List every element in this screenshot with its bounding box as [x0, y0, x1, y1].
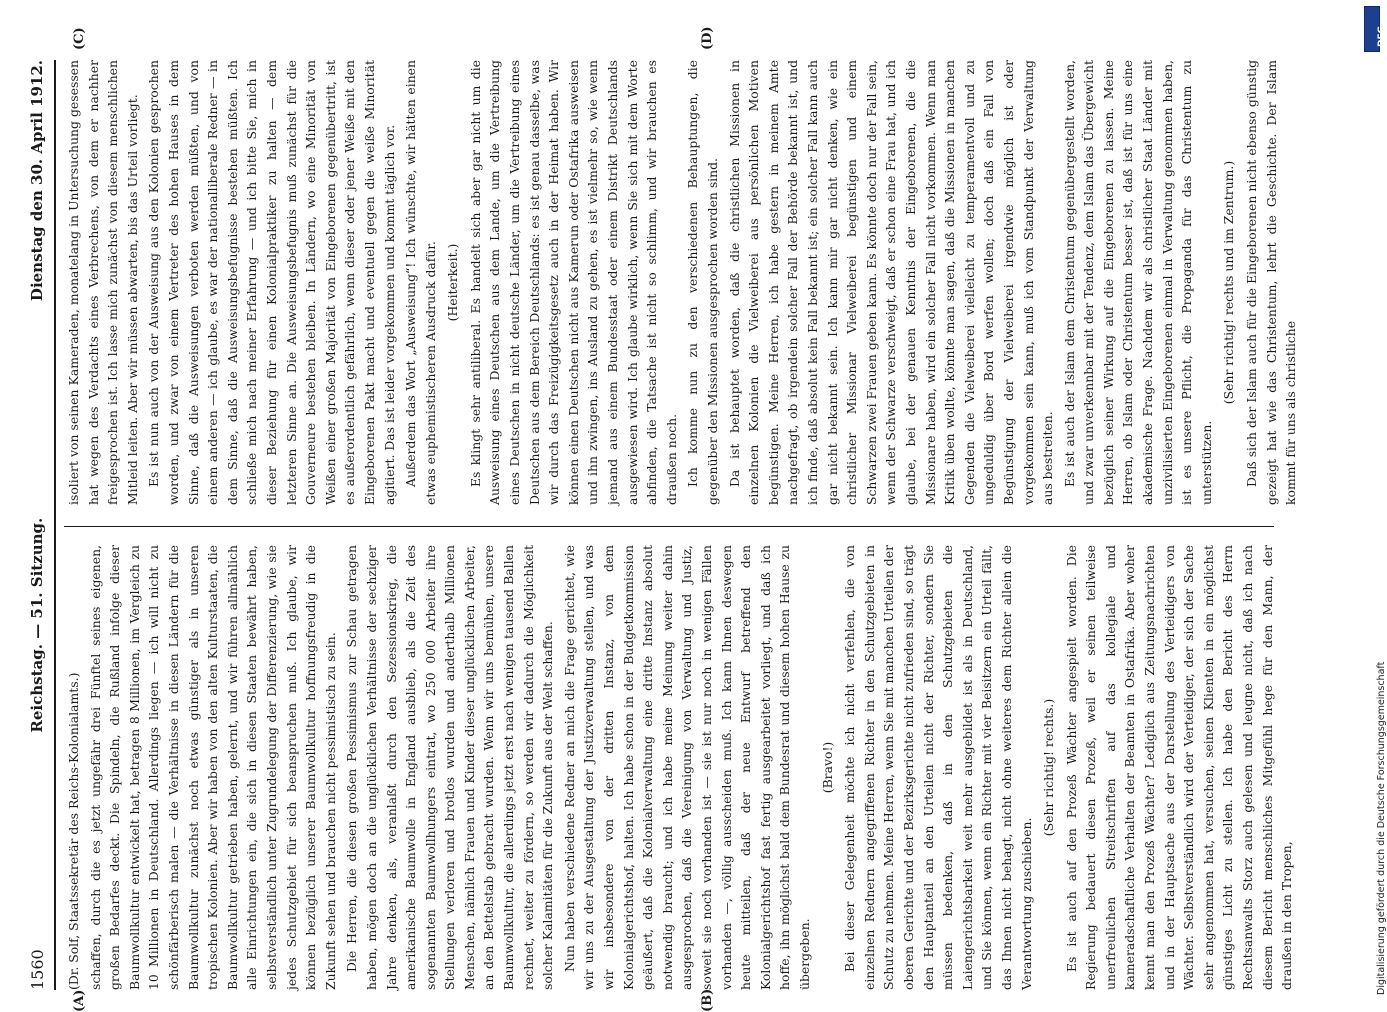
paragraph: Es klingt sehr antiliberal. Es handelt sich aber gar nicht um die Ausweisung eines Deutschen aus dem Lande, um die Vertreibung eines Deutschen in nicht deutsche Länder, um die Vertreibung eines Deutschen aus dem Bereich Deutschlands: es ist genau dasselbe, was wir durch das Freizügigkeitsgesetz auch in der Heimat haben. Wir können einen Deutschen nicht aus Kamerun oder Ostafrika ausweisen und ihn zwingen, ins Ausland zu gehen, es ist vielmehr so, wie wenn jemand aus einem Bundesstaat oder einem Distrikt Deutschlands ausgewiesen wird. Ich glaube wirklich, wenn Sie sich mit dem Worte abfinden, die Tatsache ist nicht so schlimm, und wir brauchen es draußen noch. [467, 60, 679, 505]
paragraph: Außerdem das Wort „Ausweisung“! Ich wünschte, wir hätten einen etwas euphemistischeren Ausdruck dafür. [403, 60, 438, 505]
margin-marker-a: (A) [72, 989, 87, 1012]
paragraph: Nun haben verschiedene Redner an mich die Frage gerichtet, wie wir uns zu der Ausgestaltung der Justizverwaltung stellen, und was wir insbesondere von der dritten Instanz, von dem Kolonialgerichtshof, halten. Ich habe schon in der Budgetkommission geäußert, daß die Kolonialverwaltung eine dritte Instanz absolut notwendig braucht; und ich habe meine Meinung weiter dahin ausgesprochen, daß die Vereinigung von Verwaltung und Justiz, soweit sie noch vorhanden ist — sie ist nur noch in wenigen Fällen vorhanden —, völlig ausscheiden muß. Ich kann Ihnen deswegen heute mitteilen, daß der neue Entwurf betreffend den Kolonialgerichtshof fast fertig ausgearbeitet vorliegt, und daß ich hoffe, ihn möglichst bald dem Bundesrat und diesem hohen Hause zu übergeben. [561, 545, 812, 990]
margin-marker-d: (D) [700, 26, 715, 50]
paragraph: Es ist auch auf den Prozeß Wächter angespielt worden. Die Regierung bedauert diesen Prozeß, weil er seinen teilweise unerfreulichen Streitschriften auf das kollegiale und kameradschaftliche Verhalten der Beamten in Ostafrika. Aber woher kennt man den Prozeß Wächter? Lediglich aus Zeitungsnachrichten und in der Hauptsache aus der Darstellung des Verteidigers von Wächter. Selbstverständlich wird der Verteidiger, der sich der Sache sehr angenommen hat, versuchen, seinen Klienten in ein möglichst günstiges Licht zu stellen. Ich habe den Bericht des Herrn Rechtsanwalts Storz auch gelesen und leugne nicht, daß ich nach diesem Bericht menschliches Mitgefühl hege für den Mann, der draußen in den Tropen, [1063, 545, 1295, 990]
page-number: 1560 [27, 949, 47, 990]
paragraph: isoliert von seinen Kameraden, monatelang in Untersuchung gesessen hat wegen des Verdachts eines Verbrechens, von dem er nachher freigesprochen ist. Ich lasse mich zunächst von diesem menschlichen Mitleid leiten. Aber wir müssen abwarten, bis das Urteil vorliegt. [66, 60, 140, 505]
margin-marker-c: (C) [72, 27, 87, 50]
margin-marker-b: (B) [700, 988, 715, 1012]
credit-text: Digitalisierung gefördert durch die Deutsche Forschungsgemeinschaft [1376, 661, 1387, 995]
paragraph: Die Herren, die diesen großen Pessimismus zur Schau getragen haben, mögen doch an die unglücklichen Verhältnisse der sechziger Jahre denken, als, veranlaßt durch den Sezessionskrieg, die amerikanische Baumwolle in England ausblieb, als die Zeit des sogenannten Baumwollhungers eintrat, wo 250 000 Arbeiter ihre Stellungen verloren und brotlos wurden und anderthalb Millionen Menschen, nämlich Frauen und Kinder dieser unglücklichen Arbeiter, an den Bettelstab gebracht wurden. Wenn wir uns bemühen, unsere Baumwollkultur, die allerdings jetzt erst nach wenigen tausend Ballen rechnet, weiter zu fördern, so werden wir dadurch die Möglichkeit solcher Kalamitäten für die Zukunft aus der Welt schaffen. [344, 545, 556, 990]
paragraph: Daß sich der Islam auch für die Eingeborenen nicht ebenso günstig gezeigt hat wie das Christentum, lehrt die Geschichte. Der Islam kommt für uns als christliche [1244, 60, 1299, 505]
paragraph: Es ist nun auch von der Ausweisung aus den Kolonien gesprochen worden, und zwar von einem Vertreter des hohen Hauses in dem Sinne, daß die Ausweisungen verboten werden müßten, und von einem anderen — ich glaube, es war der nationalliberale Redner — in dem Sinne, daß die Ausweisungsbefugnisse bestehen müßten. Ich schließe mich nach meiner Erfahrung — und ich bitte Sie, mich in dieser Beziehung für einen Kolonialpraktiker zu halten — dem letzteren Sinne an. Die Ausweisungsbefugnis muß zunächst für die Gouverneure bestehen bleiben. In Ländern, wo eine Minorität von Weißen einer großen Majorität von Eingeborenen gegenübertritt, ist es außerordentlich gefährlich, wenn dieser oder jener Weiße mit den Eingeborenen Pakt macht und eventuell gegen die weiße Minorität agitiert. Das ist leider vorgekommen und kommt täglich vor. [146, 60, 397, 505]
header-right: Dienstag den 30. April 1912. [28, 60, 46, 302]
header-left: Reichstag. — 51. Sitzung. [28, 517, 46, 733]
paragraph: Da ist behauptet worden, daß die christlichen Missionen in einzelnen Kolonien die Vielweiberei aus persönlichen Motiven begünstigen. Meine Herren, ich habe gestern in meinem Amte nachgefragt, ob irgendein solcher Fall der Behörde bekannt ist, und ich finde, daß absolut kein Fall bekannt ist; ein solcher Fall kann auch gar nicht bekannt sein. Ich kann mir gar nicht denken, wie ein christlicher Missionar Vielweiberei begünstigen und einem Schwarzen zwei Frauen geben kann. Es könnte doch nur der Fall sein, wenn der Schwarze verschweigt, daß er schon eine Frau hat, und ich glaube, bei der genauen Kenntnis der Eingeborenen, die die Missionare haben, wird ein solcher Fall nicht vorkommen. Wenn man Kritik üben wollte, könnte man sagen, daß die Missionen in manchen Gegenden die Vielweiberei vielleicht zu temperamentvoll und zu ungeduldig über Bord werfen wollen; doch daß ein Fall von Begünstigung der Vielweiberei irgendwie möglich ist oder vorgekommen sein kann, muß ich vom Standpunkt der Verwaltung aus bestreiten. [726, 60, 1056, 505]
paragraph: Es ist auch der Islam dem Christentum gegenübergestellt worden, und zwar unverkennbar mit der Tendenz, dem Islam das Übergewicht bezüglich seiner Wirkung auf die Eingeborenen zu lassen. Meine Herren, ob Islam oder Christentum besser ist, daß ist für uns eine akademische Frage. Nachdem wir als christlicher Staat Länder mit unzivilisierten Eingeborenen einmal in Verwaltung genommen haben, ist es unsere Pflicht, die Propaganda für das Christentum zu unterstützen. [1061, 60, 1214, 505]
column-rule [64, 526, 1274, 527]
paragraph: Bei dieser Gelegenheit möchte ich nicht verfehlen, die von einzelnen Rednern angegriffenen Richter in den Schutzgebieten in Schutz zu nehmen. Meine Herren, wenn Sie mit manchen Urteilen der oberen Gerichte und der Bezirksgerichte nicht zufrieden sind, so trägt den Hauptanteil an den Urteilen nicht der Richter, sondern Sie müssen bedenken, daß in den Schutzgebieten die Laiengerichtsbarkeit weit mehr ausgebildet ist als in Deutschland, und Sie können, wenn ein Richter mit vier Beisitzern ein Urteil fällt, das Ihnen nicht behagt, nicht ohne weiteres dem Richter allein die Verantwortung zuschieben. [842, 545, 1034, 990]
document-page [20, 10, 1320, 1012]
dfg-logo-text: DFG [1377, 25, 1387, 47]
interjection: (Bravo!) [819, 741, 835, 794]
interjection: (Heiterkeit.) [445, 243, 461, 322]
paragraph: Ich komme nun zu den verschiedenen Behauptungen, die gegenüber den Missionen ausgesprochen worden sind. [685, 60, 720, 505]
page-header [20, 60, 56, 990]
left-column [64, 545, 1295, 990]
interjection: (Sehr richtig! rechts und im Zentrum.) [1221, 160, 1237, 405]
speaker-line: (Dr. Solf, Staatssekretär des Reichs-Kolonialamts.) [66, 672, 81, 990]
right-column [64, 60, 1299, 505]
interjection: (Sehr richtig! rechts.) [1041, 698, 1057, 837]
paragraph: schaffen, durch die es jetzt ungefähr drei Fünftel seines eigenen, großen Bedarfes deckt. Die Spindeln, die Rußland infolge dieser Baumwollkultur entwickelt hat, betragen 8 Millionen, im Vergleich zu 10 Millionen in Deutschland. Allerdings liegen — ich will nicht zu schönfärberisch malen — die Verhältnisse in diesen Ländern für die Baumwollkultur zunächst noch etwas günstiger als in unseren tropischen Kolonien. Aber wir haben von den alten Kulturstaaten, die Baumwollkultur getrieben haben, gelernt, und wir führen allmählich alle Einrichtungen ein, die sich in diesen Staaten bewährt haben, selbstverständlich unter Zugrundelegung der Differenzierung, wie sie jedes Schutzgebiet für sich beanspruchen muß. Ich glaube, wir können bezüglich unserer Baumwollkultur hoffnungsfreudig in die Zukunft sehen und brauchen nicht pessimistisch zu sein. [87, 545, 338, 990]
